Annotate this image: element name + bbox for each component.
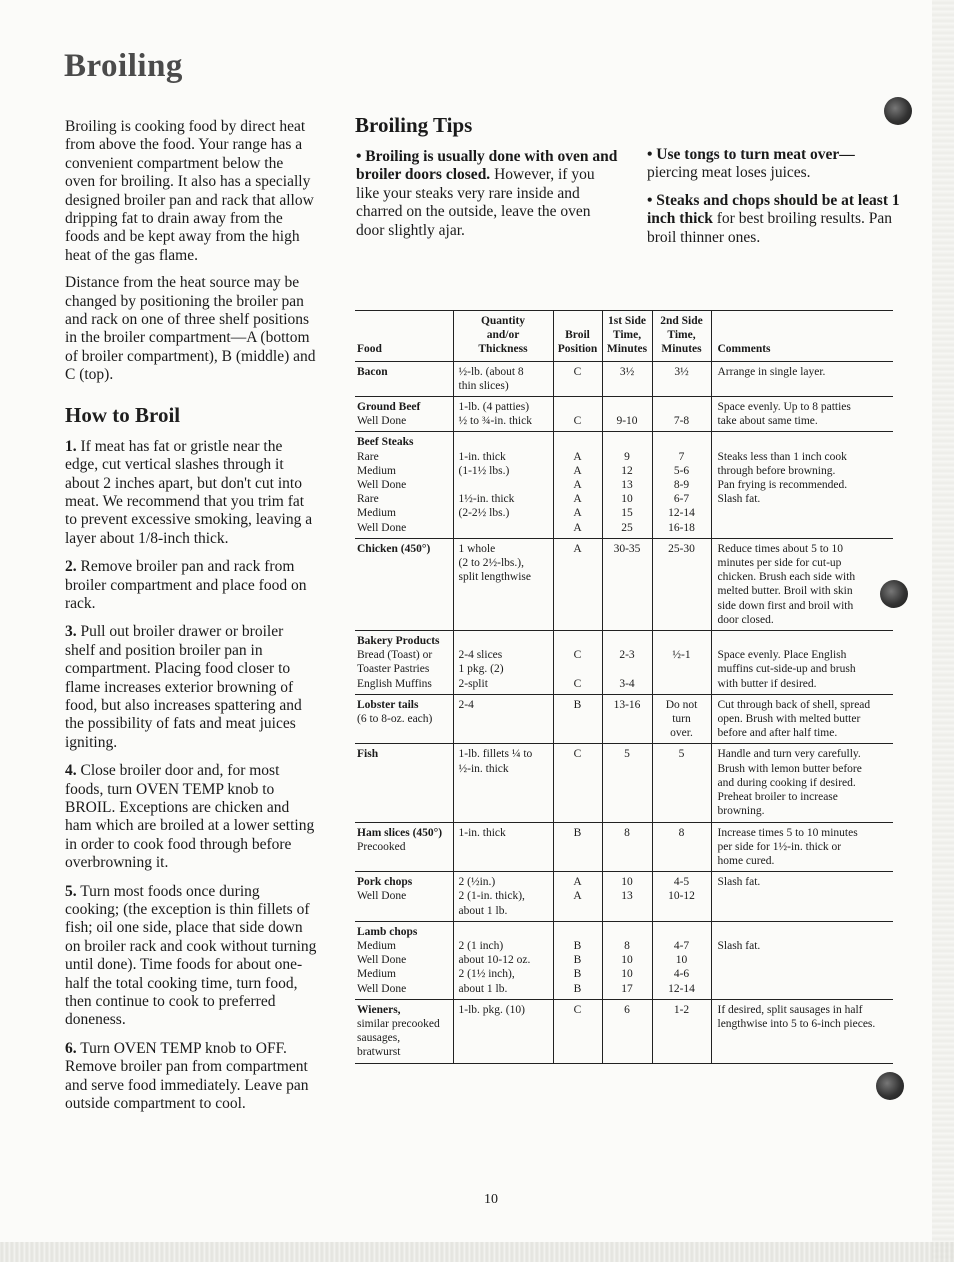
table-row <box>355 631 893 695</box>
step-6: 6. Turn OVEN TEMP knob to OFF. Remove broiler pan from compartment and serve food immediately. Leave pan outside compartment to cool. <box>65 1039 309 1113</box>
food-cell: Wieners, similar precooked sausages, bratwurst <box>357 1003 440 1059</box>
binder-hole-bottom <box>876 1072 904 1100</box>
quantity-cell: 1-in. thick (1-1½ lbs.) 1½-in. thick (2-2½ lbs.) <box>453 432 553 538</box>
comments-cell: Steaks less than 1 inch cook through before browning. Pan frying is recommended. Slash fat. <box>711 432 893 538</box>
intro-column <box>65 118 317 1124</box>
page-title: Broiling <box>64 48 183 84</box>
second-side-cell: Do not turn over. <box>652 694 711 744</box>
table-row <box>355 999 893 1063</box>
quantity-cell: 2-4 <box>453 694 553 744</box>
step-4: 4. Close broiler door and, for most foods, turn OVEN TEMP knob to BROIL. Exceptions are chicken and ham which are broiled at a lower setting in order to cook food through before overbrowning it. <box>65 762 315 872</box>
comments-cell: If desired, split sausages in half lengthwise into 5 to 6-inch pieces. <box>711 999 893 1063</box>
quantity-cell: 1-in. thick <box>453 822 553 872</box>
first-side-cell: 8 10 10 17 <box>602 921 652 999</box>
second-side-cell: 3½ <box>652 361 711 396</box>
header-second-side: 2nd Side Time, Minutes <box>652 311 711 362</box>
food-cell: Fish <box>357 748 379 761</box>
comments-cell: Increase times 5 to 10 minutes per side for 1½-in. thick or home cured. <box>711 822 893 872</box>
comments-cell: Cut through back of shell, spread open. Brush with melted butter before and after half time. <box>711 694 893 744</box>
table-row <box>355 921 893 999</box>
second-side-cell: ½-1 <box>652 631 711 695</box>
first-side-cell: 3½ <box>602 361 652 396</box>
table-row <box>355 397 893 432</box>
broiling-table <box>355 310 893 1064</box>
comments-cell: Space evenly. Up to 8 patties take about same time. <box>711 397 893 432</box>
quantity-cell: 1-lb. (4 patties) ½ to ¾-in. thick <box>453 397 553 432</box>
comments-cell: Handle and turn very carefully. Brush with lemon butter before and during cooking if desired. Preheat broiler to increase browning. <box>711 744 893 822</box>
quantity-cell: 2-4 slices 1 pkg. (2) 2-split <box>453 631 553 695</box>
first-side-cell: 9-10 <box>602 397 652 432</box>
quantity-cell: 1-lb. pkg. (10) <box>453 999 553 1063</box>
position-cell: B <box>553 694 602 744</box>
comments-cell: Slash fat. <box>711 921 893 999</box>
quantity-cell: 1 whole (2 to 2½-lbs.), split lengthwise <box>453 538 553 630</box>
how-to-broil-heading: How to Broil <box>65 402 181 427</box>
comments-cell: Arrange in single layer. <box>711 361 893 396</box>
scan-edge-noise <box>932 0 954 1262</box>
table-header-row <box>355 311 893 362</box>
header-position: Broil Position <box>553 311 602 362</box>
food-cell: Beef Steaks Rare Medium Well Done Rare Medium Well Done <box>357 436 414 534</box>
position-cell: C <box>553 397 602 432</box>
step-2: 2. Remove broiler pan and rack from broiler compartment and place food on rack. <box>65 558 307 612</box>
second-side-cell: 7-8 <box>652 397 711 432</box>
position-cell: C <box>553 361 602 396</box>
scan-bottom-noise <box>0 1242 954 1262</box>
food-cell: Pork chops Well Done <box>357 876 413 903</box>
page-number: 10 <box>484 1192 498 1207</box>
first-side-cell: 10 13 <box>602 872 652 922</box>
position-cell: B <box>553 822 602 872</box>
header-comments: Comments <box>711 311 893 362</box>
binder-hole-top <box>884 97 912 125</box>
quantity-cell: ½-lb. (about 8 thin slices) <box>453 361 553 396</box>
table-row <box>355 744 893 822</box>
step-5: 5. Turn most foods once during cooking; (the exception is thin fillets of fish; oil one side, place that side down on broiler rack and cook without turning until done). Time foods for about one-half the total cooking time, turn food, then continue to cook to preferred doneness. <box>65 882 317 1029</box>
intro-paragraph-2: Distance from the heat source may be changed by positioning the broiler pan and rack on one of three shelf positions in the broiler compartment—A (bottom of broiler compartment), B (middle) and C (top). <box>65 274 316 384</box>
food-cell: Bakery Products Bread (Toast) or Toaster Pastries English Muffins <box>357 635 440 690</box>
quantity-cell: 2 (½in.) 2 (1-in. thick), about 1 lb. <box>453 872 553 922</box>
second-side-cell: 4-7 10 4-6 12-14 <box>652 921 711 999</box>
table-row <box>355 538 893 630</box>
food-cell: Bacon <box>357 365 388 378</box>
position-cell: C C <box>553 631 602 695</box>
second-side-cell: 4-5 10-12 <box>652 872 711 922</box>
quantity-cell: 2 (1 inch) about 10-12 oz. 2 (1½ inch), about 1 lb. <box>453 921 553 999</box>
position-cell: C <box>553 999 602 1063</box>
position-cell: B B B B <box>553 921 602 999</box>
second-side-cell: 8 <box>652 822 711 872</box>
broiling-tips-heading: Broiling Tips <box>355 113 473 137</box>
position-cell: A <box>553 538 602 630</box>
first-side-cell: 13-16 <box>602 694 652 744</box>
step-3: 3. Pull out broiler drawer or broiler shelf and position broiler pan in compartment. Placing food closer to flame increases exterior browning of food, but also increases spattering and the possibility of fats and meat juices igniting. <box>65 623 302 751</box>
table-row <box>355 822 893 872</box>
food-cell: Lobster tails (6 to 8-oz. each) <box>357 698 433 726</box>
comments-cell: Reduce times about 5 to 10 minutes per side for cut-up chicken. Brush each side with melted butter. Broil with skin side down first and broil with door closed. <box>711 538 893 630</box>
second-side-cell: 25-30 <box>652 538 711 630</box>
intro-paragraph-1: Broiling is cooking food by direct heat from above the food. Your range has a convenient compartment below the oven for broiling. It also has a specially designed broiler pan and rack that allow dripping fat to drain away from the foods and be kept away from the high heat of the gas flame. <box>65 118 314 264</box>
table-row <box>355 432 893 538</box>
table-row <box>355 872 893 922</box>
second-side-cell: 5 <box>652 744 711 822</box>
food-cell: Chicken (450°) <box>357 542 431 555</box>
position-cell: A A <box>553 872 602 922</box>
step-1: 1. If meat has fat or gristle near the edge, cut vertical slashes through it about 2 inches apart, but don't cut into meat. We recommend that you trim fat to prevent excessive smoking, leaving a layer about 1/8-inch thick. <box>65 437 313 547</box>
food-cell: Ground Beef Well Done <box>357 401 421 428</box>
first-side-cell: 9 12 13 10 15 25 <box>602 432 652 538</box>
food-cell: Ham slices (450°) Precooked <box>357 826 443 853</box>
tip-steak-thickness: • Steaks and chops should be at least 1 inch thick for best broiling results. Pan broil thinner ones. <box>647 192 900 246</box>
first-side-cell: 30-35 <box>602 538 652 630</box>
food-cell: Lamb chops Medium Well Done Medium Well Done <box>357 925 418 995</box>
header-first-side: 1st Side Time, Minutes <box>602 311 652 362</box>
first-side-cell: 6 <box>602 999 652 1063</box>
header-food: Food <box>357 343 382 356</box>
comments-cell: Slash fat. <box>711 872 893 922</box>
position-cell: C <box>553 744 602 822</box>
position-cell: A A A A A A <box>553 432 602 538</box>
first-side-cell: 5 <box>602 744 652 822</box>
second-side-cell: 7 5-6 8-9 6-7 12-14 16-18 <box>652 432 711 538</box>
table-row <box>355 694 893 744</box>
table-row <box>355 361 893 396</box>
tip-doors-closed: • Broiling is usually done with oven and broiler doors closed. However, if you like your steaks very rare inside and charred on the outside, leave the oven door slightly ajar. <box>356 148 618 239</box>
comments-cell: Space evenly. Place English muffins cut-side-up and brush with butter if desired. <box>711 631 893 695</box>
header-quantity: Quantity and/or Thickness <box>453 311 553 362</box>
first-side-cell: 8 <box>602 822 652 872</box>
second-side-cell: 1-2 <box>652 999 711 1063</box>
tip-use-tongs: • Use tongs to turn meat over— piercing meat loses juices. <box>647 146 855 182</box>
quantity-cell: 1-lb. fillets ¼ to ½-in. thick <box>453 744 553 822</box>
first-side-cell: 2-3 3-4 <box>602 631 652 695</box>
